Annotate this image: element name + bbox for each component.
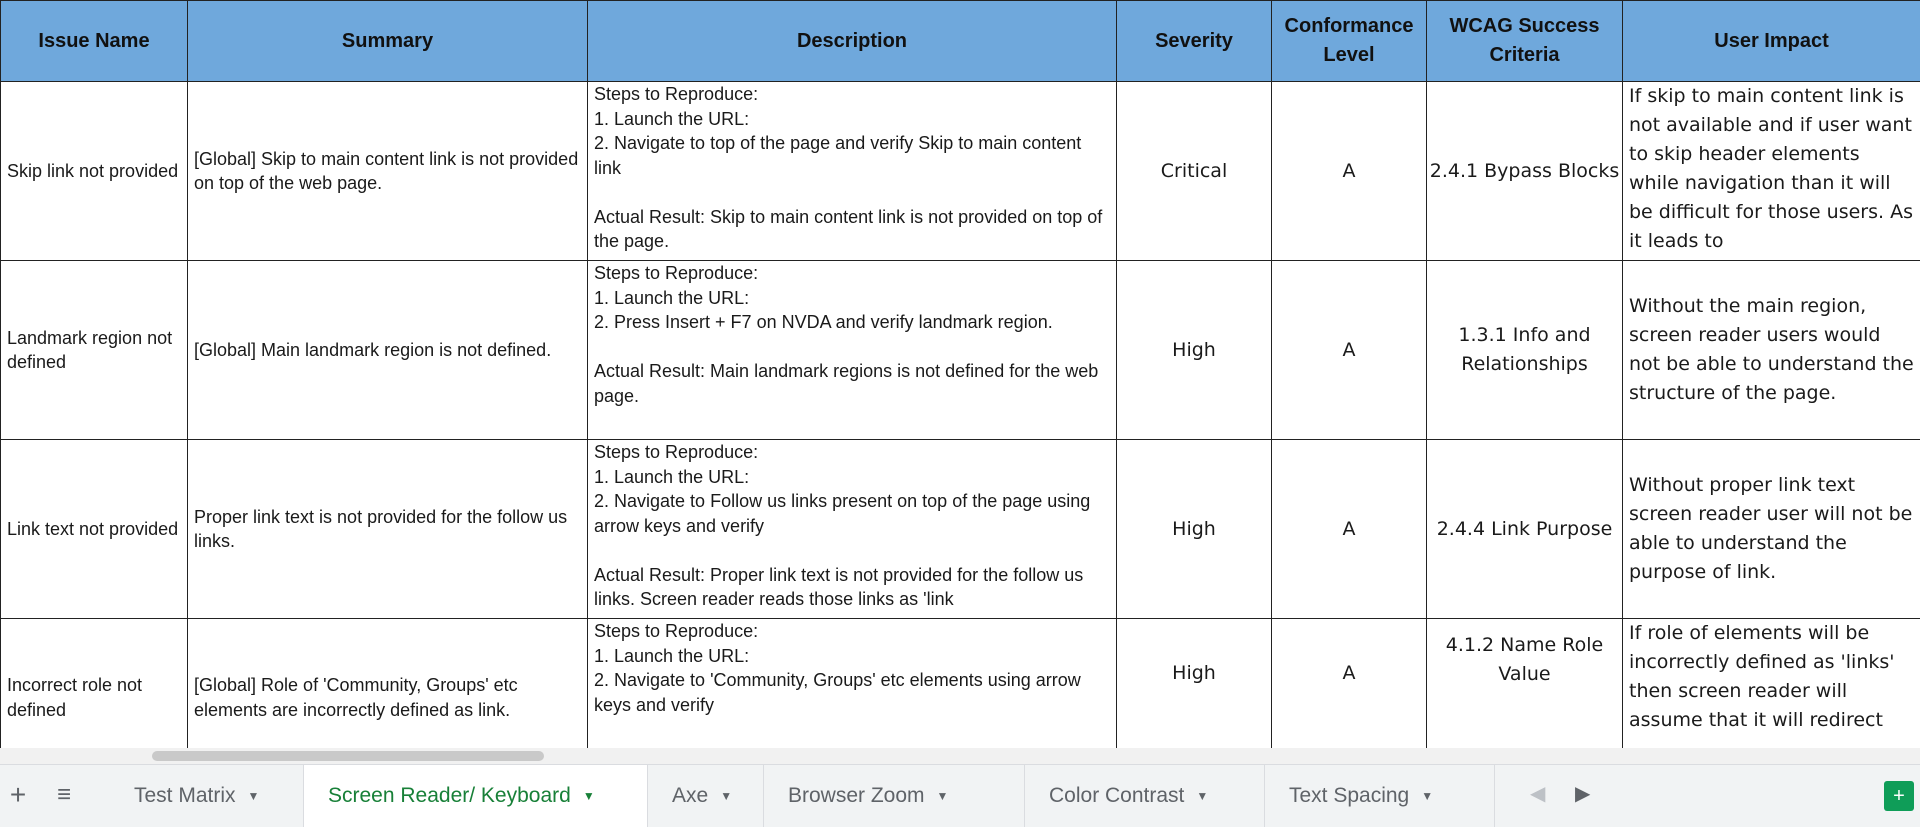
cell-wcag[interactable]: 1.3.1 Info and Relationships [1427,261,1623,440]
chevron-down-icon[interactable]: ▼ [720,789,733,803]
cell-description[interactable] [588,82,1117,261]
cell-issue-name[interactable] [1,619,188,762]
cell-user-impact-text: If role of elements will be incorrectly defined as 'links' then screen reader will assume that it will redirect [1629,622,1895,731]
table-row [1,82,1920,261]
cell-user-impact[interactable] [1623,82,1920,261]
tab-label: Test Matrix [134,784,236,807]
tab-label: Text Spacing [1289,784,1410,807]
cell-description-text: Steps to Reproduce: 1. Launch the URL: 2. Press Insert + F7 on NVDA and verify landmark region. Actual Result: Main landmark regions is not defined for the web page. [594,263,1099,406]
header-wcag-criteria[interactable]: WCAG Success Criteria [1427,1,1623,82]
cell-severity[interactable] [1117,619,1272,762]
tab-axe[interactable] [648,765,764,827]
tab-test-matrix[interactable] [110,765,304,827]
table-row [1,440,1920,619]
tab-label: Axe [672,784,709,807]
header-user-impact[interactable]: User Impact [1623,1,1920,82]
table-row [1,619,1920,762]
wcag-text: 4.1.2 Name Role Value [1445,634,1604,685]
tab-label: Browser Zoom [788,784,925,807]
chevron-down-icon[interactable]: ▼ [1421,789,1434,803]
chevron-down-icon[interactable]: ▼ [582,789,595,803]
cell-severity[interactable]: High [1117,261,1272,440]
tab-browser-zoom[interactable] [764,765,1025,827]
cell-summary[interactable]: Proper link text is not provided for the follow us links. [188,440,588,619]
cell-user-impact[interactable] [1623,261,1920,440]
issue-name-text: Incorrect role not defined [7,675,143,720]
chevron-down-icon[interactable]: ▼ [1196,789,1209,803]
user-impact-text: Without the main region, screen reader users would not be able to understand the structure of the page. [1629,295,1914,404]
scroll-tabs-left-icon[interactable]: ◀ [1530,783,1546,805]
cell-conformance[interactable] [1272,619,1427,762]
scroll-tabs-right-icon[interactable]: ▶ [1575,783,1591,805]
cell-issue-name[interactable]: Skip link not provided [1,82,188,261]
cell-description[interactable] [588,440,1117,619]
cell-wcag[interactable]: 2.4.4 Link Purpose [1427,440,1623,619]
add-sheet-icon[interactable]: + [9,779,27,810]
cell-issue-name[interactable]: Landmark region not defined [1,261,188,440]
cell-user-impact-text [1629,261,1914,439]
cell-description[interactable] [588,261,1117,440]
cell-wcag[interactable] [1427,619,1623,762]
table-row [1,261,1920,440]
cell-wcag[interactable]: 2.4.1 Bypass Blocks [1427,82,1623,261]
cell-description-text: Steps to Reproduce: 1. Launch the URL: 2. Navigate to top of the page and verify Skip to main content link Actual Result: Skip to main content link is not provided on top of the page. [594,84,1103,251]
cell-summary[interactable]: [Global] Skip to main content link is not provided on top of the web page. [188,82,588,261]
cell-conformance[interactable]: A [1272,82,1427,261]
header-issue-name[interactable]: Issue Name [1,1,188,82]
cell-conformance[interactable]: A [1272,261,1427,440]
cell-user-impact-text: If skip to main content link is not available and if user want to skip header elements while navigation than it will be difficult for those users. As it leads to [1629,85,1913,252]
header-description[interactable]: Description [588,1,1117,82]
header-summary[interactable]: Summary [188,1,588,82]
cell-summary[interactable]: [Global] Main landmark region is not defined. [188,261,588,440]
scrollbar-thumb[interactable] [152,751,544,761]
cell-issue-name[interactable]: Link text not provided [1,440,188,619]
chevron-down-icon[interactable]: ▼ [936,789,949,803]
tab-text-spacing[interactable] [1265,765,1495,827]
cell-description[interactable] [588,619,1117,762]
header-severity[interactable]: Severity [1117,1,1272,82]
tab-label: Color Contrast [1049,784,1185,807]
user-impact-text: Without proper link text screen reader user will not be able to understand the purpose of link. [1629,474,1913,583]
cell-description-text: Steps to Reproduce: 1. Launch the URL: 2. Navigate to Follow us links present on top of the page using arrow keys and verify Actual Result: Proper link text is not provided for the follow us links. Screen reader reads those links as 'link [594,442,1091,609]
explore-icon[interactable]: + [1884,781,1914,811]
cell-description-text: Steps to Reproduce: 1. Launch the URL: 2. Navigate to 'Community, Groups' etc elements using arrow keys and verify [594,621,1081,715]
cell-severity[interactable]: Critical [1117,82,1272,261]
all-sheets-icon[interactable]: ≡ [56,781,71,808]
tab-screen-reader-keyboard[interactable] [304,765,648,827]
horizontal-scrollbar[interactable] [0,748,1920,764]
tab-color-contrast[interactable] [1025,765,1265,827]
cell-user-impact[interactable] [1623,619,1920,762]
summary-text: [Global] Role of 'Community, Groups' etc elements are incorrectly defined as link. [194,675,518,720]
sheet-tab-bar [0,764,1920,827]
cell-severity[interactable]: High [1117,440,1272,619]
chevron-down-icon[interactable]: ▼ [247,789,260,803]
header-row [1,1,1920,82]
header-conformance-level[interactable]: Conformance Level [1272,1,1427,82]
conformance-text: A [1342,662,1356,684]
tab-label: Screen Reader/ Keyboard [328,784,571,807]
cell-conformance[interactable]: A [1272,440,1427,619]
cell-user-impact[interactable] [1623,440,1920,619]
cell-summary[interactable] [188,619,588,762]
cell-user-impact-text [1629,440,1914,618]
severity-text: High [1172,662,1216,684]
